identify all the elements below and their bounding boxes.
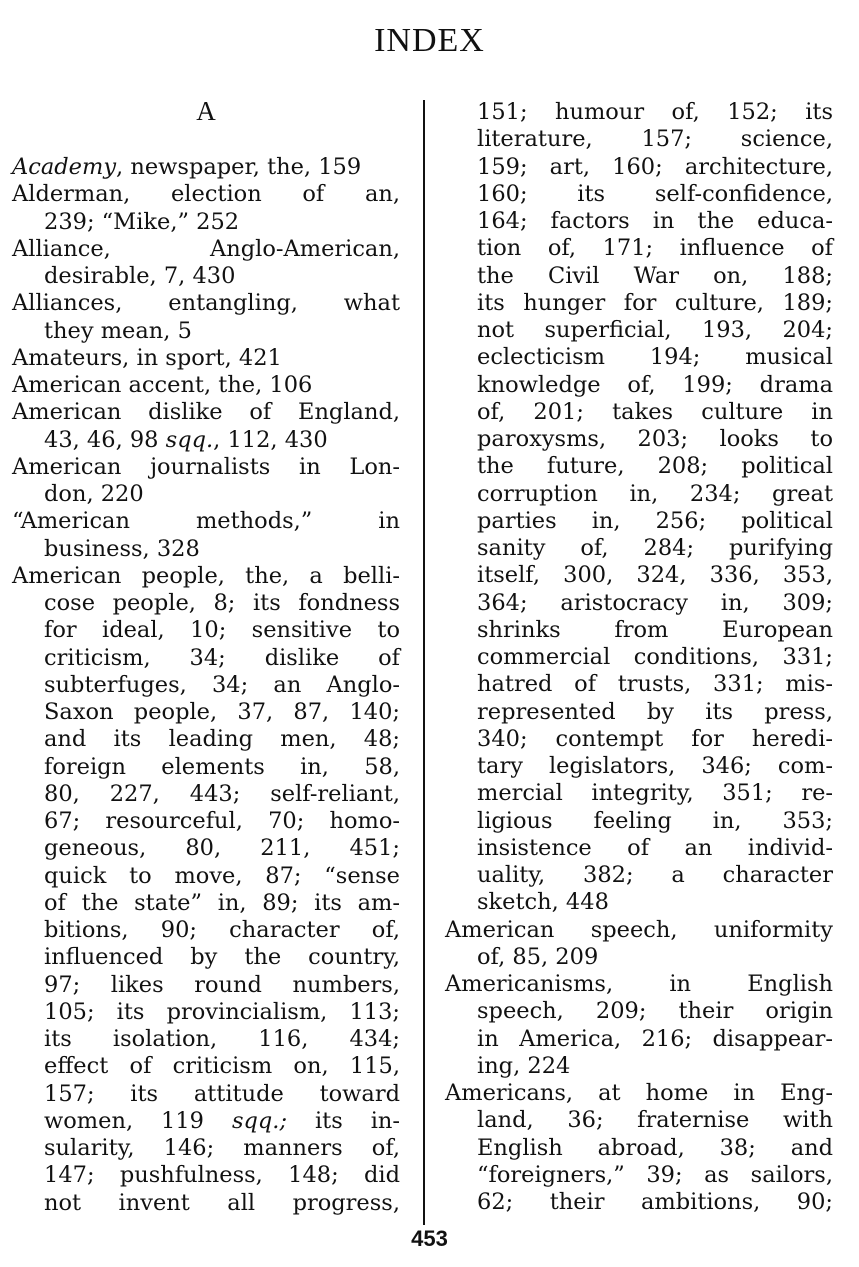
- index-continuation-line: 67; resourceful, 70; homo-: [44, 808, 400, 834]
- index-column-left: [12, 154, 400, 1217]
- index-continuation-line: 159; art, 160; architecture,: [477, 153, 833, 180]
- index-column-right: [445, 99, 833, 1216]
- index-entry: [12, 290, 400, 345]
- index-headword-line: “American methods,” in: [12, 508, 400, 535]
- index-continuation-line: of, 85, 209: [477, 943, 599, 970]
- index-continuation-line: 80, 227, 443; self-reliant,: [44, 780, 400, 807]
- text-segment: , 112, 430: [213, 426, 328, 453]
- index-continuation-line: 105; its provincialism, 113;: [44, 998, 400, 1025]
- index-entry: [12, 508, 400, 563]
- text-segment: , newspaper, the, 159: [116, 154, 362, 180]
- index-continuation-line: and its leading men, 48;: [44, 726, 400, 753]
- index-continuation-line: “foreigners,” 39; as sailors,: [477, 1161, 833, 1188]
- italic-text: Academy: [12, 154, 117, 180]
- index-entry: [445, 99, 833, 917]
- index-entry: [12, 345, 400, 372]
- index-continuation-line: 164; factors in the educa-: [477, 208, 833, 234]
- index-continuation-line: sketch, 448: [477, 889, 609, 916]
- index-continuation-line: bitions, 90; character of,: [44, 917, 400, 943]
- index-continuation-line: land, 36; fraternise with: [477, 1107, 833, 1134]
- index-continuation-line: 239; “Mike,” 252: [44, 208, 240, 235]
- index-continuation-line: 151; humour of, 152; its: [477, 99, 833, 125]
- index-continuation-line: uality, 382; a character: [477, 862, 833, 888]
- index-continuation-line: literature, 157; science,: [477, 126, 833, 153]
- index-continuation-line: not invent all progress,: [44, 1189, 400, 1216]
- index-continuation-line: ing, 224: [477, 1052, 571, 1079]
- index-continuation-line: effect of criticism on, 115,: [44, 1053, 400, 1080]
- index-continuation-line: 160; its self-confidence,: [477, 180, 833, 207]
- index-continuation-line: quick to move, 87; “sense: [44, 862, 400, 889]
- index-continuation-line: shrinks from European: [477, 616, 833, 643]
- index-headword-line: American accent, the, 106: [12, 372, 313, 398]
- index-continuation-line: criticism, 34; dislike of: [44, 644, 400, 671]
- index-headword-line: American speech, uniformity: [445, 916, 833, 943]
- index-entry: [12, 372, 400, 399]
- index-continuation-line: the Civil War on, 188;: [477, 262, 833, 289]
- column-divider: [423, 100, 425, 1225]
- index-continuation-line: 364; aristocracy in, 309;: [477, 589, 833, 616]
- index-headword-line: American journalists in Lon-: [12, 453, 400, 480]
- index-continuation-line: sularity, 146; manners of,: [44, 1135, 400, 1161]
- index-continuation-line: commercial conditions, 331;: [477, 644, 833, 670]
- index-continuation-line: hatred of trusts, 331; mis-: [477, 671, 833, 698]
- page-number: 453: [411, 1226, 448, 1251]
- index-continuation-line: knowledge of, 199; drama: [477, 371, 833, 398]
- index-continuation-line: [12, 1108, 400, 1135]
- index-continuation-line: 157; its attitude toward: [44, 1080, 400, 1107]
- index-continuation-line: eclecticism 194; musical: [477, 344, 833, 371]
- index-continuation-line: tion of, 171; influence of: [477, 235, 833, 262]
- index-entry: [12, 454, 400, 509]
- index-continuation-line: corruption in, 234; great: [477, 480, 833, 507]
- index-continuation-line: English abroad, 38; and: [477, 1134, 833, 1161]
- index-continuation-line: subterfuges, 34; an Anglo-: [44, 671, 400, 698]
- index-continuation-line: parties in, 256; political: [477, 507, 833, 534]
- index-continuation-line: mercial integrity, 351; re-: [477, 780, 833, 807]
- text-segment: its in-: [287, 1107, 400, 1134]
- index-continuation-line: geneous, 80, 211, 451;: [44, 835, 400, 862]
- italic-text: sqq.: [165, 426, 214, 453]
- index-continuation-line: itself, 300, 324, 336, 353,: [477, 562, 833, 589]
- index-continuation-line: speech, 209; their origin: [477, 998, 833, 1025]
- index-continuation-line: in America, 216; disappear-: [477, 1025, 833, 1052]
- text-segment: women, 119: [44, 1107, 232, 1134]
- index-continuation-line: influenced by the country,: [44, 944, 400, 971]
- index-continuation-line: they mean, 5: [44, 317, 192, 344]
- index-continuation-line: Saxon people, 37, 87, 140;: [44, 699, 400, 725]
- index-continuation-line: 147; pushfulness, 148; did: [44, 1162, 400, 1189]
- index-continuation-line: represented by its press,: [477, 698, 833, 725]
- index-headword-line: Alliances, entangling, what: [12, 290, 400, 317]
- index-continuation-line: its hunger for culture, 189;: [477, 289, 833, 316]
- index-continuation-line: [12, 427, 400, 454]
- italic-text: sqq.;: [231, 1107, 288, 1134]
- section-letter-heading: A: [196, 96, 216, 126]
- index-continuation-line: the future, 208; political: [477, 453, 833, 480]
- index-continuation-line: ligious feeling in, 353;: [477, 807, 833, 834]
- index-entry: [12, 236, 400, 291]
- index-continuation-line: cose people, 8; its fondness: [44, 590, 400, 616]
- index-continuation-line: of, 201; takes culture in: [477, 398, 833, 425]
- index-headword-line: American dislike of England,: [12, 399, 400, 426]
- index-continuation-line: of the state” in, 89; its am-: [44, 889, 400, 916]
- index-continuation-line: 62; their ambitions, 90;: [477, 1189, 833, 1215]
- index-continuation-line: paroxysms, 203; looks to: [477, 426, 833, 452]
- index-continuation-line: its isolation, 116, 434;: [44, 1026, 400, 1052]
- index-continuation-line: don, 220: [44, 481, 144, 507]
- index-continuation-line: 97; likes round numbers,: [44, 971, 400, 998]
- index-continuation-line: foreign elements in, 58,: [44, 753, 400, 780]
- index-continuation-line: tary legislators, 346; com-: [477, 753, 833, 779]
- index-continuation-line: desirable, 7, 430: [44, 263, 236, 289]
- index-headword-line: Americans, at home in Eng-: [445, 1080, 833, 1106]
- index-entry: [445, 1080, 833, 1216]
- index-continuation-line: insistence of an individ-: [477, 834, 833, 861]
- index-continuation-line: 340; contempt for heredi-: [477, 725, 833, 752]
- index-headword-line: American people, the, a belli-: [12, 562, 400, 589]
- index-continuation-line: for ideal, 10; sensitive to: [44, 617, 400, 644]
- index-entry: [12, 181, 400, 236]
- index-entry: [445, 917, 833, 972]
- index-headword-line: Amateurs, in sport, 421: [12, 344, 282, 371]
- index-entry: [12, 563, 400, 1217]
- index-continuation-line: business, 328: [44, 535, 200, 562]
- text-segment: 43, 46, 98: [44, 426, 166, 453]
- index-continuation-line: sanity of, 284; purifying: [477, 535, 833, 561]
- index-entry: [445, 971, 833, 1080]
- index-headword-line: Americanisms, in English: [445, 971, 833, 997]
- index-headword-line: Alliance, Anglo-American,: [12, 235, 400, 262]
- index-headword-line: Alderman, election of an,: [12, 181, 400, 208]
- index-continuation-line: not superficial, 193, 204;: [477, 317, 833, 343]
- index-headword-line: [12, 154, 400, 181]
- index-entry: [12, 154, 400, 181]
- index-entry: [12, 399, 400, 454]
- page-title: INDEX: [374, 22, 485, 59]
